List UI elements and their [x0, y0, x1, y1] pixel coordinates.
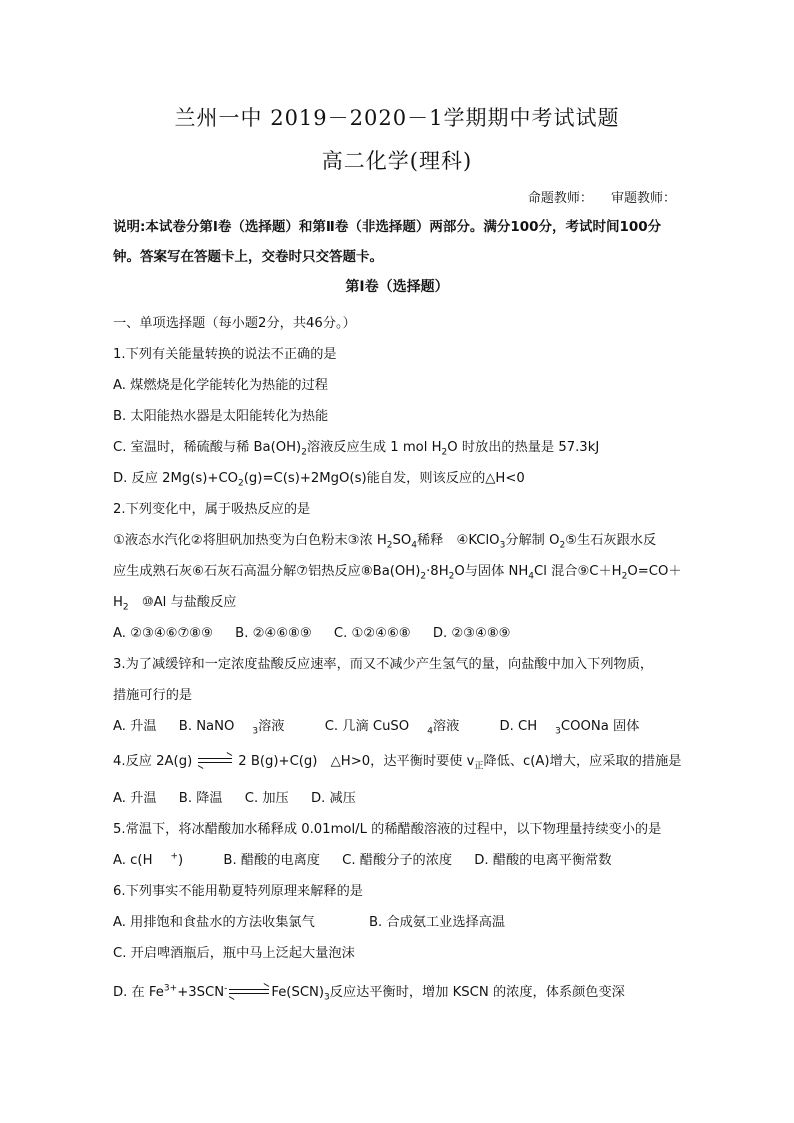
q6-d-part2: +3SCN [177, 985, 225, 1000]
sub-zheng: 正 [474, 761, 484, 772]
sub-2: 2 [448, 571, 455, 582]
q2-l1-part-e: ⑤生石灰跟水反 [565, 533, 657, 548]
q3-option-d [500, 717, 658, 737]
sub-2: 2 [441, 447, 448, 458]
sub-3: 3 [324, 992, 330, 1003]
q1-option-a: A. 煤燃烧是化学能转化为热能的过程 [113, 378, 328, 393]
q4-option-b: B. 降温 [178, 791, 223, 806]
q6-d-part1: D. 在 Fe [113, 985, 164, 1000]
q3-d-part2: COONa 固体 [560, 719, 640, 734]
q2-line-1 [113, 531, 688, 551]
sub-2: 2 [238, 478, 244, 489]
q3-stem-line-2: 措施可行的是 [113, 688, 193, 703]
q6-options-ab [113, 913, 688, 933]
q2-option-b: B. ②④⑥⑧⑨ [235, 626, 312, 641]
q1-option-d [113, 469, 688, 489]
q6-option-d [113, 983, 688, 1003]
equilibrium-arrow-icon [198, 756, 232, 766]
q3-option-a: A. 升温 [113, 719, 157, 734]
part-heading: 一、单项选择题（每小题2分，共46分。） [113, 316, 356, 331]
q4-stem [113, 752, 688, 772]
q2-option-c: C. ①②④⑥⑧ [333, 626, 411, 641]
sub-3: 3 [252, 726, 259, 737]
q4-options [113, 789, 688, 809]
q5-a-part2: ) [178, 853, 184, 868]
q1-c-part3: O 时放出的热量是 57.3kJ [447, 440, 600, 455]
q4-stem-part-a: 4.反应 2A(g) [113, 754, 193, 769]
q2-stem: 2.下列变化中，属于吸热反应的是 [113, 502, 311, 517]
sub-2: 2 [420, 571, 427, 582]
q2-line-3 [113, 593, 688, 613]
q1-d-part1: D. 反应 2Mg(s)+CO [113, 471, 239, 486]
sub-2: 2 [301, 447, 307, 458]
sup-3plus: 3+ [163, 983, 178, 994]
q6-option-b: B. 合成氨工业选择高温 [369, 915, 506, 930]
q2-options [113, 624, 688, 644]
q3-c-part1: C. 几滴 CuSO [324, 719, 410, 734]
sub-2: 2 [621, 571, 628, 582]
q6-d-part4: 反应达平衡时，增加 KSCN 的浓度，体系颜色变深 [329, 985, 625, 1000]
q3-option-b [179, 717, 303, 737]
exam-instructions: 说明:本试卷分第Ⅰ卷（选择题）和第Ⅱ卷（非选择题）两部分。满分100分，考试时间100分钟。答案写在答题卡上，交卷时只交答题卡。 [113, 219, 662, 265]
q1-d-part2: (g)=C(s)+2MgO(s)能自发，则该反应的△H<0 [243, 471, 525, 486]
sub-3: 3 [555, 726, 561, 737]
exam-subtitle: 高二化学(理科) [321, 149, 473, 173]
q5-option-d: D. 醋酸的电离平衡常数 [474, 853, 612, 868]
q4-stem-part-b: 2 B(g)+C(g) △H>0，达平衡时要使 v [238, 754, 475, 769]
sub-4: 4 [411, 540, 417, 551]
q6-option-a: A. 用排饱和食盐水的方法收集氯气 [113, 915, 315, 930]
author-label: 命题教师： [527, 191, 593, 206]
q6-d-part3: Fe(SCN) [271, 985, 325, 1000]
q4-option-d: D. 减压 [310, 791, 356, 806]
exam-title: 兰州一中 2019－2020－1学期期中考试试题 [174, 106, 620, 130]
q2-l2-part-e: O=CO＋ [627, 564, 682, 579]
q1-stem: 1.下列有关能量转换的说法不正确的是 [113, 347, 337, 362]
q2-l2-part-b: ·8H [426, 564, 449, 579]
q1-option-b: B. 太阳能热水器是太阳能转化为热能 [113, 409, 329, 424]
q6-stem: 6.下列事实不能用勒夏特列原理来解释的是 [113, 884, 363, 899]
q1-option-c [113, 438, 688, 458]
q5-stem: 5.常温下，将冰醋酸加水稀释成 0.01mol/L 的稀醋酸溶液的过程中，以下物理量持续变小的是 [113, 822, 662, 837]
q4-option-c: C. 加压 [244, 791, 289, 806]
q2-l1-part-a: ①液态水汽化②将胆矾加热变为白色粉末③浓 H [113, 533, 387, 548]
sub-2: 2 [122, 602, 129, 613]
q3-b-part2: 溶液 [258, 719, 285, 734]
q4-stem-part-c: 降低、c(A)增大，应采取的措施是 [483, 754, 682, 769]
sup-plus: + [170, 851, 179, 862]
q5-option-c: C. 醋酸分子的浓度 [342, 853, 453, 868]
q2-option-a: A. ②③④⑥⑦⑧⑨ [113, 626, 213, 641]
q3-option-c [325, 717, 478, 737]
q2-l1-part-d: 分解制 O [505, 533, 560, 548]
sub-2: 2 [559, 540, 566, 551]
sup-minus: - [224, 983, 228, 994]
q2-l1-part-b: SO [392, 533, 412, 548]
q1-c-part1: C. 室温时，稀硫酸与稀 Ba(OH) [113, 440, 302, 455]
q3-stem-line-1: 3.为了减缓锌和一定浓度盐酸反应速率，而又不减少产生氢气的量，向盐酸中加入下列物质， [113, 657, 654, 672]
teacher-credits [514, 187, 676, 206]
q2-l3-part-b: ⑩Al 与盐酸反应 [128, 595, 237, 610]
sub-4: 4 [528, 571, 534, 582]
q2-l2-part-a: 应生成熟石灰⑥石灰石高温分解⑦铝热反应⑧Ba(OH) [113, 564, 421, 579]
q2-l1-part-c: 稀释 ④KClO [417, 533, 500, 548]
q2-option-d: D. ②③④⑧⑨ [432, 626, 511, 641]
q2-l2-part-d: Cl 混合⑨C＋H [534, 564, 622, 579]
q4-option-a: A. 升温 [113, 791, 157, 806]
sub-2: 2 [386, 540, 393, 551]
q3-options [113, 717, 688, 737]
sub-3: 3 [499, 540, 506, 551]
q1-c-part2: 溶液反应生成 1 mol H [306, 440, 442, 455]
q3-d-part1: D. CH [499, 719, 538, 734]
q2-line-2 [113, 562, 688, 582]
q5-options [113, 851, 688, 871]
q5-option-b: B. 醋酸的电离度 [223, 853, 320, 868]
q3-b-part1: B. NaNO [178, 719, 235, 734]
section-title: 第Ⅰ卷（选择题） [345, 279, 449, 295]
q5-a-part1: A. c(H [113, 853, 153, 868]
reviewer-label: 审题教师： [610, 191, 676, 206]
equilibrium-arrow-icon [229, 987, 269, 997]
sub-4: 4 [427, 726, 433, 737]
q2-l3-part-a: H [113, 595, 123, 610]
q5-option-a [113, 851, 201, 871]
q2-l2-part-c: O与固体 NH [454, 564, 529, 579]
q3-c-part2: 溶液 [432, 719, 460, 734]
q6-option-c: C. 开启啤酒瓶后，瓶中马上泛起大量泡沫 [113, 946, 355, 961]
